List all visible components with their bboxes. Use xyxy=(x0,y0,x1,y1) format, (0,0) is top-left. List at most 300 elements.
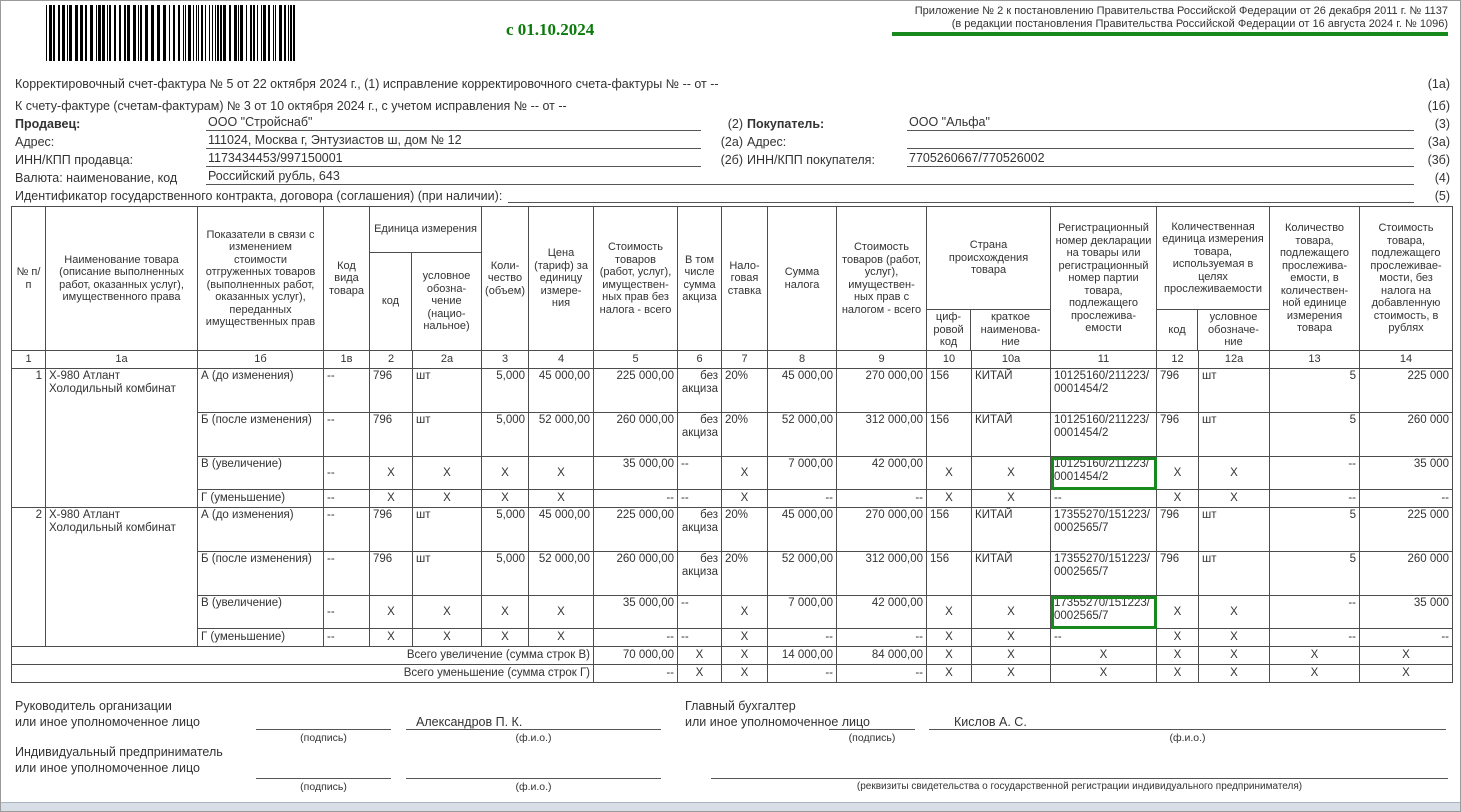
head-signature-label xyxy=(15,698,200,730)
buyer-label: Покупатель: xyxy=(747,117,825,131)
cell: 42 000,00 xyxy=(837,457,927,490)
cell: 35 000 xyxy=(1360,457,1453,490)
row-label: А (до изменения) xyxy=(198,369,324,413)
cell: X xyxy=(678,647,722,665)
reg-number-cell: -- xyxy=(1051,629,1157,647)
cell: -- xyxy=(837,665,927,683)
accountant-signature-label-line1: Главный бухгалтер xyxy=(685,699,796,713)
cell: X xyxy=(529,457,594,490)
cell: КИТАЙ xyxy=(972,552,1051,596)
cell: -- xyxy=(324,490,370,508)
cell: 20% xyxy=(722,369,768,413)
col-num: 3 xyxy=(482,351,529,369)
col-header-cost-with-tax: Стоимость товаров (работ, услуг), имуществен-ных прав с налогом - всего xyxy=(837,207,927,351)
row-label: В (увеличение) xyxy=(198,457,324,490)
col-num: 1 xyxy=(12,351,46,369)
table-row xyxy=(12,508,1453,552)
col-header-excise: В том числе сумма акциза xyxy=(678,207,722,351)
col-header-unit-code: код xyxy=(370,253,412,350)
seller-row xyxy=(1,113,1461,131)
inn-row xyxy=(1,149,1461,167)
cell: 5,000 xyxy=(482,552,529,596)
cell: X xyxy=(529,596,594,629)
col-header-quantity: Коли-чество (объем) xyxy=(482,207,529,351)
cell: X xyxy=(722,596,768,629)
cell: X xyxy=(413,490,482,508)
cell: -- xyxy=(837,490,927,508)
cell: X xyxy=(1157,457,1199,490)
accountant-signature-label-line2: или иное уполномоченное лицо xyxy=(685,715,871,729)
cell: -- xyxy=(678,490,722,508)
col-num: 10 xyxy=(927,351,972,369)
contract-row xyxy=(1,185,1461,203)
cell: X xyxy=(1199,665,1270,683)
col-num: 10а xyxy=(972,351,1051,369)
mark-1b: (1б) xyxy=(1427,99,1450,113)
header-fields xyxy=(1,69,1461,203)
cell: -- xyxy=(768,490,837,508)
cell: X xyxy=(1157,629,1199,647)
seller-inn-label: ИНН/КПП продавца: xyxy=(15,153,134,167)
seller-inn-value: 1173434453/997150001 xyxy=(206,151,701,167)
totals-label: Всего уменьшение (сумма строк Г) xyxy=(12,665,594,683)
cell: X xyxy=(1157,596,1199,629)
cell: X xyxy=(482,457,529,490)
cell: -- xyxy=(1360,490,1453,508)
cell: 20% xyxy=(722,508,768,552)
cell: X xyxy=(1199,457,1270,490)
col-header-trace-cost: Стоимость товара, подлежащего прослеживае-мости, без налога на добавленную стоимость, в рублях xyxy=(1360,207,1453,351)
cell: 796 xyxy=(1157,508,1199,552)
cell: X xyxy=(1199,647,1270,665)
cell: 260 000,00 xyxy=(594,552,678,596)
cell: 260 000,00 xyxy=(594,413,678,457)
cell: шт xyxy=(1199,508,1270,552)
cell: -- xyxy=(1270,457,1360,490)
reg-number-cell: -- xyxy=(1051,490,1157,508)
cell: X xyxy=(927,647,972,665)
head-name: Александров П. К. xyxy=(416,715,523,729)
cell: без акциза xyxy=(678,413,722,457)
cell: 796 xyxy=(1157,552,1199,596)
buyer-address-value xyxy=(907,147,1414,149)
cell: 270 000,00 xyxy=(837,508,927,552)
cell: X xyxy=(1051,647,1157,665)
cell: 14 000,00 xyxy=(768,647,837,665)
reg-number-cell: 17355270/151223/0002565/7 xyxy=(1051,508,1157,552)
head-sign-line xyxy=(256,713,391,730)
cell: X xyxy=(722,629,768,647)
cell: 45 000,00 xyxy=(529,369,594,413)
cell: X xyxy=(678,665,722,683)
fio-caption: (ф.и.о.) xyxy=(515,732,552,744)
invoice-title: Корректировочный счет-фактура № 5 от 22 октября 2024 г., (1) исправление корректировочного счета-фактуры № -- от -- xyxy=(15,77,719,91)
cell: -- xyxy=(594,629,678,647)
cell: 156 xyxy=(927,508,972,552)
cell: 5,000 xyxy=(482,413,529,457)
buyer-inn-label: ИНН/КПП покупателя: xyxy=(747,153,875,167)
cell: 5 xyxy=(1270,552,1360,596)
cell: без акциза xyxy=(678,508,722,552)
cell: X xyxy=(529,490,594,508)
buyer-address-label: Адрес: xyxy=(747,135,787,149)
col-num: 1а xyxy=(46,351,198,369)
horizontal-scrollbar[interactable] xyxy=(1,802,1460,811)
cell: X xyxy=(1270,665,1360,683)
cell: X xyxy=(1360,665,1453,683)
invoice-table xyxy=(11,206,1453,683)
col-header-kind-code: Код вида товара xyxy=(324,207,370,351)
table-header-row xyxy=(12,207,1453,351)
column-numbers-row xyxy=(12,351,1453,369)
col-header-trace-unit-code: код xyxy=(1157,310,1198,350)
col-num: 13 xyxy=(1270,351,1360,369)
cell: 225 000 xyxy=(1360,369,1453,413)
registration-requisites-caption: (реквизиты свидетельства о государственной регистрации индивидуального предпринимателя) xyxy=(856,781,1303,792)
col-num: 7 xyxy=(722,351,768,369)
row-label: Б (после изменения) xyxy=(198,552,324,596)
seller-label: Продавец: xyxy=(15,117,81,131)
cell: -- xyxy=(1270,490,1360,508)
cell: X xyxy=(927,490,972,508)
cell: КИТАЙ xyxy=(972,508,1051,552)
cell: X xyxy=(1199,596,1270,629)
cell: -- xyxy=(678,457,722,490)
cell: 70 000,00 xyxy=(594,647,678,665)
cell: X xyxy=(1157,665,1199,683)
cell: X xyxy=(370,457,413,490)
cell: 5 xyxy=(1270,369,1360,413)
cell: X xyxy=(972,629,1051,647)
cell: 42 000,00 xyxy=(837,596,927,629)
accountant-sign-line xyxy=(829,713,915,730)
invoice-subtitle: К счету-фактуре (счетам-фактурам) № 3 от 10 октября 2024 г., с учетом исправления № -- от -- xyxy=(15,99,567,113)
cell: 35 000,00 xyxy=(594,457,678,490)
cell: X xyxy=(413,457,482,490)
col-header-tax-amount: Сумма налога xyxy=(768,207,837,351)
cell: -- xyxy=(594,665,678,683)
cell: 796 xyxy=(370,508,413,552)
appendix-note xyxy=(915,5,1448,31)
cell: 225 000,00 xyxy=(594,369,678,413)
table-row xyxy=(12,552,1453,596)
cell: 35 000 xyxy=(1360,596,1453,629)
cell: X xyxy=(1051,665,1157,683)
col-header-unit-symbol: условное обозна-чение (нацио-нальное) xyxy=(422,270,471,333)
row-label: В (увеличение) xyxy=(198,596,324,629)
table-row xyxy=(12,490,1453,508)
currency-label: Валюта: наименование, код xyxy=(15,171,178,185)
col-header-indicators: Показатели в связи с изменением стоимости отгруженных товаров (выполненных работ, оказанных услуг), переданных имущественных прав xyxy=(198,207,324,351)
fio-caption: (ф.и.о.) xyxy=(1169,732,1206,744)
col-num: 4 xyxy=(529,351,594,369)
cell: X xyxy=(1199,490,1270,508)
item-number: 1 xyxy=(12,369,46,508)
cell: 225 000,00 xyxy=(594,508,678,552)
cell: 45 000,00 xyxy=(768,508,837,552)
cell: -- xyxy=(594,490,678,508)
cell: шт xyxy=(1199,413,1270,457)
cell: X xyxy=(413,596,482,629)
col-num: 5 xyxy=(594,351,678,369)
entrepreneur-signature-label-line1: Индивидуальный предприниматель xyxy=(15,745,223,759)
cell: X xyxy=(1157,647,1199,665)
cell: X xyxy=(722,665,768,683)
cell: 156 xyxy=(927,552,972,596)
col-header-trace-unit-symbol: условное обозначе-ние xyxy=(1208,311,1259,349)
col-header-reg-number: Регистрационный номер декларации на товары или регистрационный номер партии товара, подлежащего прослежива-емости xyxy=(1051,207,1157,351)
cell: -- xyxy=(324,457,370,490)
cell: 270 000,00 xyxy=(837,369,927,413)
cell: 260 000 xyxy=(1360,552,1453,596)
mark-5: (5) xyxy=(1434,189,1450,203)
table-row xyxy=(12,629,1453,647)
head-signature-label-line2: или иное уполномоченное лицо xyxy=(15,715,201,729)
cell: -- xyxy=(768,665,837,683)
col-num: 2а xyxy=(413,351,482,369)
mark-4: (4) xyxy=(1434,171,1450,185)
contract-label: Идентификатор государственного контракта, договора (соглашения) (при наличии): xyxy=(15,189,503,203)
invoice-subtitle-row xyxy=(1,91,1461,113)
cell: X xyxy=(482,490,529,508)
cell: X xyxy=(927,457,972,490)
entrepreneur-fio-line xyxy=(406,762,661,779)
col-header-trace-unit-group xyxy=(1157,207,1270,351)
col-header-cost-without-tax: Стоимость товаров (работ, услуг), имуществен-ных прав без налога - всего xyxy=(594,207,678,351)
cell: X xyxy=(972,647,1051,665)
col-num: 8 xyxy=(768,351,837,369)
unit-group-label: Единица измерения xyxy=(370,207,481,253)
cell: шт xyxy=(413,552,482,596)
cell: 52 000,00 xyxy=(529,552,594,596)
cell: X xyxy=(1199,629,1270,647)
mark-2b: (2б) xyxy=(720,153,743,167)
mark-3: (3) xyxy=(1434,117,1450,131)
table-row xyxy=(12,457,1453,490)
table-row xyxy=(12,413,1453,457)
cell: 312 000,00 xyxy=(837,413,927,457)
cell: X xyxy=(927,629,972,647)
currency-value: Российский рубль, 643 xyxy=(206,169,1414,185)
cell: X xyxy=(972,665,1051,683)
row-label: Б (после изменения) xyxy=(198,413,324,457)
trace-unit-group-label: Количественная единица измерения товара, используемая в целях прослеживаемости xyxy=(1157,207,1269,310)
cell: -- xyxy=(324,508,370,552)
cell: X xyxy=(1157,490,1199,508)
cell: 45 000,00 xyxy=(529,508,594,552)
mark-2: (2) xyxy=(727,117,743,131)
sign-caption: (подпись) xyxy=(848,732,896,744)
cell: -- xyxy=(768,629,837,647)
cell: 796 xyxy=(370,552,413,596)
col-header-price: Цена (тариф) за единицу измере-ния xyxy=(529,207,594,351)
registration-requisites-line xyxy=(711,762,1448,779)
cell: X xyxy=(972,457,1051,490)
cell: без акциза xyxy=(678,369,722,413)
cell: 156 xyxy=(927,413,972,457)
cell: X xyxy=(370,629,413,647)
effective-date: с 01.10.2024 xyxy=(506,20,595,39)
cell: 52 000,00 xyxy=(529,413,594,457)
cell: 5,000 xyxy=(482,508,529,552)
cell: X xyxy=(413,629,482,647)
cell: шт xyxy=(1199,552,1270,596)
cell: 20% xyxy=(722,552,768,596)
cell: 5 xyxy=(1270,413,1360,457)
cell: X xyxy=(927,596,972,629)
cell: X xyxy=(370,596,413,629)
col-num: 14 xyxy=(1360,351,1453,369)
barcode xyxy=(46,5,296,61)
cell: X xyxy=(722,490,768,508)
reg-number-cell: 17355270/151223/0002565/7 xyxy=(1051,552,1157,596)
cell: -- xyxy=(324,629,370,647)
col-header-country-name: краткое наименова-ние xyxy=(980,311,1041,349)
col-num: 9 xyxy=(837,351,927,369)
sign-caption: (подпись) xyxy=(300,781,347,793)
accountant-name: Кислов А. С. xyxy=(954,715,1027,729)
col-header-country-code: циф-ровой код xyxy=(927,310,971,350)
cell: X xyxy=(370,490,413,508)
totals-row-increase xyxy=(12,647,1453,665)
reg-number-cell-highlighted[interactable]: 17355270/151223/0002565/7 xyxy=(1051,596,1157,629)
cell: 45 000,00 xyxy=(768,369,837,413)
cell: -- xyxy=(324,552,370,596)
cell: 52 000,00 xyxy=(768,413,837,457)
address-row xyxy=(1,131,1461,149)
mark-1a: (1а) xyxy=(1427,77,1450,91)
sign-caption: (подпись) xyxy=(300,732,347,744)
cell: шт xyxy=(413,369,482,413)
seller-address-value: 111024, Москва г, Энтузиастов ш, дом № 12 xyxy=(206,133,701,149)
cell: X xyxy=(972,490,1051,508)
head-fio-line xyxy=(406,713,661,730)
col-header-unit-group xyxy=(370,207,482,351)
currency-row xyxy=(1,167,1461,185)
cell: 7 000,00 xyxy=(768,596,837,629)
buyer-value: ООО "Альфа" xyxy=(907,115,1414,131)
cell: без акциза xyxy=(678,552,722,596)
cell: 52 000,00 xyxy=(768,552,837,596)
country-group-label: Страна происхождения товара xyxy=(927,207,1050,310)
cell: X xyxy=(482,629,529,647)
cell: 796 xyxy=(1157,369,1199,413)
cell: КИТАЙ xyxy=(972,369,1051,413)
table-row xyxy=(12,369,1453,413)
cell: 20% xyxy=(722,413,768,457)
cell: -- xyxy=(324,369,370,413)
reg-number-cell-highlighted[interactable]: 10125160/211223/0001454/2 xyxy=(1051,457,1157,490)
cell: X xyxy=(927,665,972,683)
cell: X xyxy=(1360,647,1453,665)
cell: шт xyxy=(1199,369,1270,413)
cell: -- xyxy=(324,596,370,629)
totals-row-decrease xyxy=(12,665,1453,683)
col-num: 11 xyxy=(1051,351,1157,369)
cell: 84 000,00 xyxy=(837,647,927,665)
appendix-line-2: (в редакции постановления Правительства Российской Федерации от 16 августа 2024 г. № 1096) xyxy=(951,18,1448,30)
entrepreneur-signature-label-line2: или иное уполномоченное лицо xyxy=(15,761,201,775)
accountant-fio-line xyxy=(929,713,1446,730)
cell: 225 000 xyxy=(1360,508,1453,552)
cell: X xyxy=(529,629,594,647)
row-label: А (до изменения) xyxy=(198,508,324,552)
cell: 5,000 xyxy=(482,369,529,413)
head-signature-label-line1: Руководитель организации xyxy=(15,699,172,713)
cell: -- xyxy=(837,629,927,647)
mark-2a: (2а) xyxy=(720,135,743,149)
item-name: Х-980 Атлант Холодильный комбинат xyxy=(46,369,198,508)
cell: -- xyxy=(1270,596,1360,629)
cell: шт xyxy=(413,508,482,552)
col-header-trace-quantity: Количество товара, подлежащего прослежива-емости, в количествен-ной единице измерения товара xyxy=(1270,207,1360,351)
reg-number-cell: 10125160/211223/0001454/2 xyxy=(1051,369,1157,413)
cell: X xyxy=(1270,647,1360,665)
col-num: 6 xyxy=(678,351,722,369)
row-label: Г (уменьшение) xyxy=(198,490,324,508)
item-name: Х-980 Атлант Холодильный комбинат xyxy=(46,508,198,647)
table-row xyxy=(12,596,1453,629)
entrepreneur-signature-label xyxy=(15,744,223,776)
reg-number-cell: 10125160/211223/0001454/2 xyxy=(1051,413,1157,457)
seller-address-label: Адрес: xyxy=(15,135,55,149)
cell: 796 xyxy=(370,369,413,413)
cell: X xyxy=(972,596,1051,629)
cell: -- xyxy=(678,629,722,647)
cell: 796 xyxy=(1157,413,1199,457)
totals-label: Всего увеличение (сумма строк В) xyxy=(12,647,594,665)
buyer-inn-value: 7705260667/770526002 xyxy=(907,151,1414,167)
col-header-num: № п/п xyxy=(12,207,46,351)
appendix-line-1: Приложение № 2 к постановлению Правительства Российской Федерации от 26 декабря 2011 г. № 1137 xyxy=(914,5,1448,17)
cell: -- xyxy=(1360,629,1453,647)
cell: 7 000,00 xyxy=(768,457,837,490)
cell: X xyxy=(482,596,529,629)
cell: -- xyxy=(324,413,370,457)
cell: X xyxy=(722,457,768,490)
col-header-tax-rate: Нало-говая ставка xyxy=(722,207,768,351)
cell: 312 000,00 xyxy=(837,552,927,596)
mark-3a: (3а) xyxy=(1427,135,1450,149)
item-number: 2 xyxy=(12,508,46,647)
contract-value xyxy=(508,201,1414,203)
cell: X xyxy=(722,647,768,665)
col-num: 1б xyxy=(198,351,324,369)
cell: 156 xyxy=(927,369,972,413)
col-header-name: Наименование товара (описание выполненных работ, оказанных услуг), имущественного права xyxy=(46,207,198,351)
col-header-country-group xyxy=(927,207,1051,351)
col-num: 1в xyxy=(324,351,370,369)
entrepreneur-sign-line xyxy=(256,762,391,779)
fio-caption: (ф.и.о.) xyxy=(515,781,552,793)
cell: 5 xyxy=(1270,508,1360,552)
cell: 35 000,00 xyxy=(594,596,678,629)
col-num: 12 xyxy=(1157,351,1199,369)
cell: КИТАЙ xyxy=(972,413,1051,457)
col-num: 2 xyxy=(370,351,413,369)
invoice-title-row xyxy=(1,69,1461,91)
cell: -- xyxy=(678,596,722,629)
green-divider-bar xyxy=(892,32,1448,36)
seller-value: ООО "Стройснаб" xyxy=(206,115,701,131)
row-label: Г (уменьшение) xyxy=(198,629,324,647)
col-num: 12а xyxy=(1199,351,1270,369)
cell: 796 xyxy=(370,413,413,457)
cell: -- xyxy=(1270,629,1360,647)
cell: шт xyxy=(413,413,482,457)
mark-3b: (3б) xyxy=(1427,153,1450,167)
cell: 260 000 xyxy=(1360,413,1453,457)
